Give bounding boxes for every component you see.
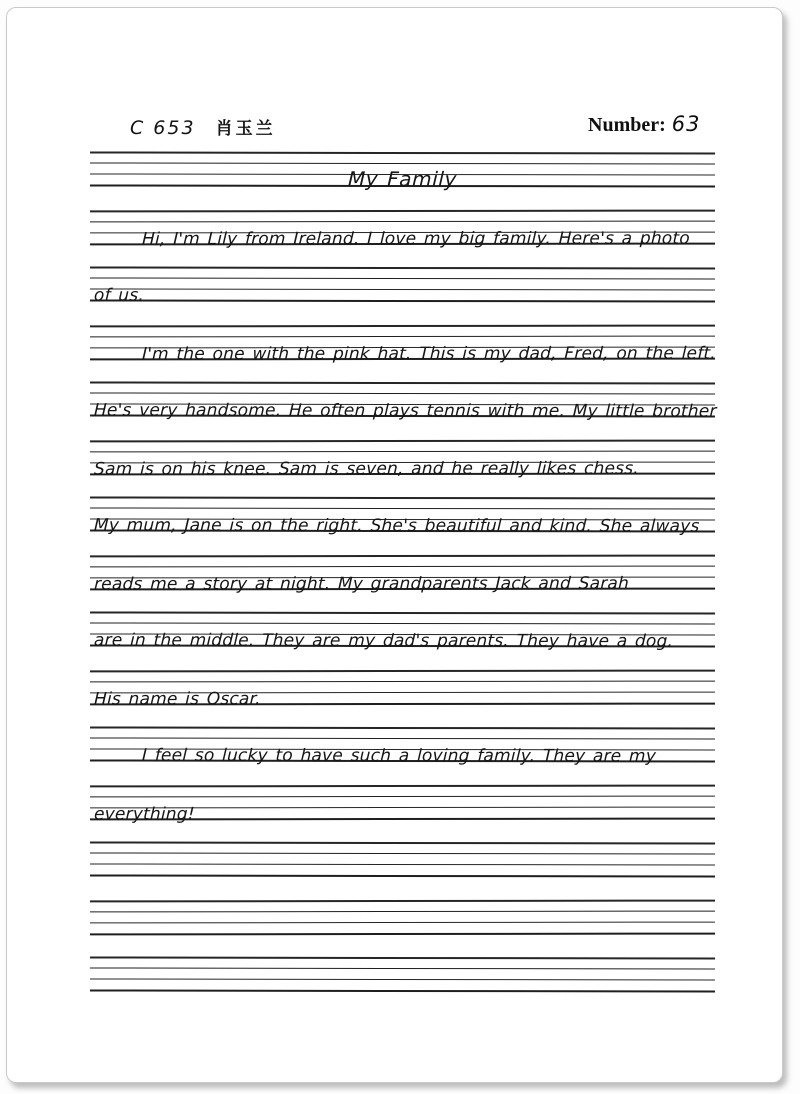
ruled-line-group (90, 669, 715, 709)
rule-line (90, 874, 715, 877)
rule-line (90, 565, 715, 567)
ruled-line-group (90, 784, 715, 824)
ruled-line-group-empty (90, 841, 715, 875)
rule-line (90, 910, 715, 912)
handwritten-line: My mum, Jane is on the right. She's beautiful and kind. She always (93, 515, 700, 537)
rule-line (90, 439, 715, 442)
ruled-line-group-empty (90, 899, 715, 933)
rule-line (90, 852, 715, 854)
rule-line (90, 726, 715, 729)
handwritten-line: of us. (93, 285, 145, 306)
rule-line (90, 507, 715, 509)
ruled-line-group (90, 151, 715, 192)
header-left (130, 114, 276, 139)
ruled-line-group (90, 324, 717, 364)
rule-line (90, 622, 715, 624)
rule-line (90, 151, 715, 154)
rule-line (90, 220, 715, 222)
handwritten-line: Hi, I'm Lily from Ireland. I love my big family. Here's a photo (141, 228, 691, 249)
rule-line (90, 335, 715, 337)
ruled-line-group (90, 611, 715, 652)
handwritten-line: I'm the one with the pink hat. This is my dad, Fred, on the left. (141, 343, 717, 364)
rule-line (90, 162, 715, 164)
handwritten-line: Sam is on his knee. Sam is seven, and he really likes chess. (93, 458, 640, 479)
rule-line (90, 209, 715, 212)
rule-line (90, 680, 715, 682)
rule-line (90, 989, 715, 992)
rule-line (90, 841, 715, 844)
rule-line (90, 956, 715, 959)
handwritten-line: are in the middle. They are my dad's parents. They have a dog. (93, 630, 674, 652)
header-number (588, 112, 701, 137)
rule-line (90, 863, 715, 865)
rule-line (90, 299, 715, 302)
rule-line (90, 978, 715, 980)
number-label: Number: (588, 114, 666, 136)
student-name: 肖玉兰 (215, 119, 276, 139)
number-value: 63 (671, 112, 701, 136)
class-code: C 653 (130, 117, 196, 139)
rule-line (90, 967, 715, 969)
rule-line (90, 496, 715, 499)
handwritten-line: I feel so lucky to have such a loving family. They are my (141, 745, 657, 767)
essay-title: My Family (347, 166, 458, 192)
ruled-line-group (90, 554, 715, 594)
ruled-line-group (90, 496, 715, 537)
rule-line (90, 450, 715, 452)
ruled-line-group (90, 726, 715, 767)
handwritten-line: everything! (93, 803, 196, 824)
rule-line (90, 795, 715, 797)
handwritten-line: reads me a story at night. My grandparents Jack and Sarah (93, 573, 630, 594)
rule-line (90, 324, 715, 327)
rule-line (90, 554, 715, 557)
rule-line (90, 669, 715, 672)
rule-line (90, 392, 715, 394)
rule-line (90, 381, 715, 384)
rule-line (90, 784, 715, 787)
handwritten-line: His name is Oscar. (93, 688, 262, 709)
rule-line (90, 932, 715, 935)
ruled-line-group (90, 439, 715, 479)
rule-line (90, 921, 715, 923)
rule-line (90, 737, 715, 739)
ruled-line-group (90, 266, 715, 306)
ruled-line-group (90, 209, 715, 249)
rule-line (90, 288, 715, 290)
ruled-line-group (90, 381, 718, 422)
rule-line (90, 266, 715, 269)
handwritten-line: He's very handsome. He often plays tennis with me. My little brother (93, 400, 718, 422)
writing-area (90, 152, 718, 1015)
ruled-line-group-empty (90, 956, 715, 990)
rule-line (90, 899, 715, 902)
rule-line (90, 277, 715, 279)
rule-line (90, 611, 715, 614)
